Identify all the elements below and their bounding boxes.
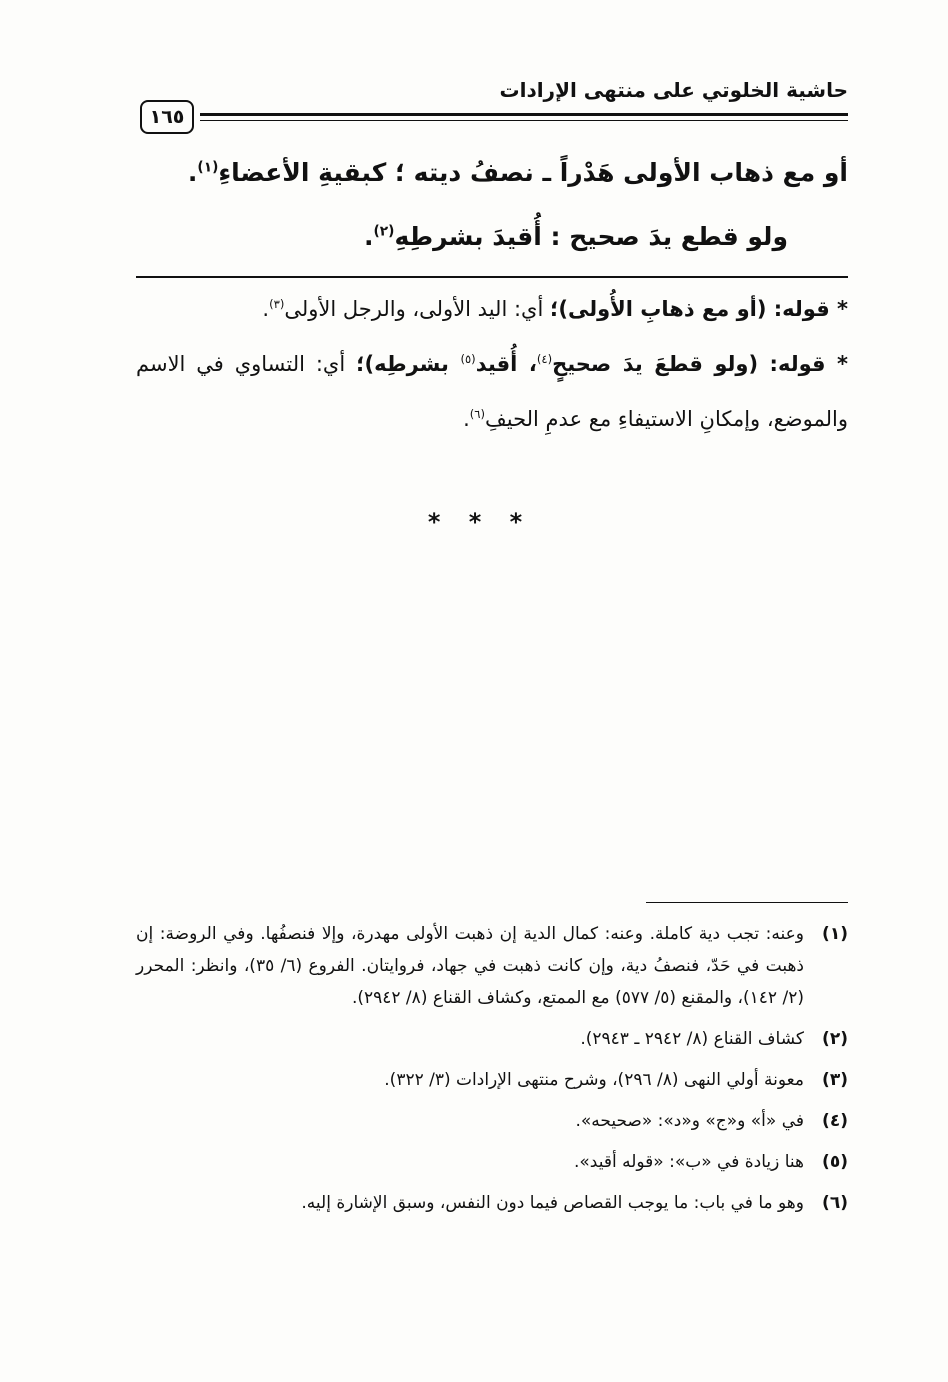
- commentary-paragraph-1: * قوله: (أو مع ذهابِ الأُولى)؛ أي: اليد الأولى، والرجل الأولى$^{(٣)}$.: [262, 297, 848, 321]
- section-separator-stars: * * *: [427, 508, 533, 536]
- footnote-text: هنا زيادة في «ب»: «قوله أقيد».: [573, 1152, 804, 1172]
- footnote-ref: (٤): [536, 352, 553, 366]
- footnote-text: كشاف القناع (٨/ ٢٩٤٢ ـ ٢٩٤٣).: [580, 1029, 804, 1049]
- footnote-ref: (٢): [373, 223, 395, 240]
- footnote-item: [136, 1146, 848, 1178]
- main-text-line-1: أو مع ذهاب الأولى هَدْراً ـ نصفُ ديته ؛ كبقيةِ الأعضاءِ$^{(١)}$.: [187, 158, 848, 187]
- footnote-item: [136, 1023, 848, 1055]
- footnote-item: [136, 918, 848, 1014]
- commentary-paragraph-2: * قوله: (ولو قطعَ يدَ صحيحٍ$^{(٤)}$، أُقيد$^{(٥)}$ بشرطِه)؛ أي: التساوي في الاسم والموضع، وإمكانِ الاستيفاءِ مع عدمِ الحيفِ$^{(٦)}$.: [136, 352, 848, 431]
- footnote-number: (٤): [822, 1111, 848, 1131]
- footnote-text: معونة أولي النهى (٨/ ٢٩٦)، وشرح منتهى الإرادات (٣/ ٣٢٢).: [384, 1070, 804, 1090]
- header-rule-thin: [200, 120, 848, 121]
- header-rule: [200, 113, 848, 116]
- footnote-ref: (١): [197, 159, 219, 176]
- footnotes: [136, 918, 848, 1228]
- footnote-number: (٢): [822, 1029, 848, 1049]
- footnote-number: (٣): [822, 1070, 848, 1090]
- main-text-line-2: ولو قطع يدَ صحيح : أُقيدَ بشرطِهِ$^{(٢)}$.: [363, 222, 788, 251]
- footnote-text: وعنه: تجب دية كاملة. وعنه: كمال الدية إن ذهبت الأولى مهدرة، وإلا فنصفُها. وفي الروضة: إن ذهبت في حَدّ، فنصفُ دية، وإن كانت ذهبت في جهاد، فروايتان. الفروع (٦/ ٣٥)، وانظر: المحرر (٢/ ١٤٢)، والمقنع (٥/ ٥٧٧) مع الممتع، وكشاف القناع (٨/ ٢٩٤٢).: [136, 924, 804, 1008]
- footnote-ref: (٣): [269, 297, 285, 311]
- footnote-item: [136, 1187, 848, 1219]
- section-divider: [136, 276, 848, 278]
- footnote-ref: (٥): [460, 352, 476, 366]
- book-title: حاشية الخلوتي على منتهى الإرادات: [499, 78, 848, 102]
- footnote-ref: (٦): [469, 407, 485, 421]
- footnote-number: (٥): [822, 1152, 848, 1172]
- page-number: ١٦٥: [140, 100, 194, 134]
- footnote-number: (١): [822, 924, 848, 944]
- footnote-item: [136, 1105, 848, 1137]
- footnote-item: [136, 1064, 848, 1096]
- footnote-divider: [646, 902, 848, 903]
- footnote-text: وهو ما في باب: ما يوجب القصاص فيما دون النفس، وسبق الإشارة إليه.: [301, 1193, 804, 1213]
- footnote-number: (٦): [822, 1193, 848, 1213]
- footnote-text: في «أ» و«ج» و«د»: «صحيحه».: [575, 1111, 804, 1131]
